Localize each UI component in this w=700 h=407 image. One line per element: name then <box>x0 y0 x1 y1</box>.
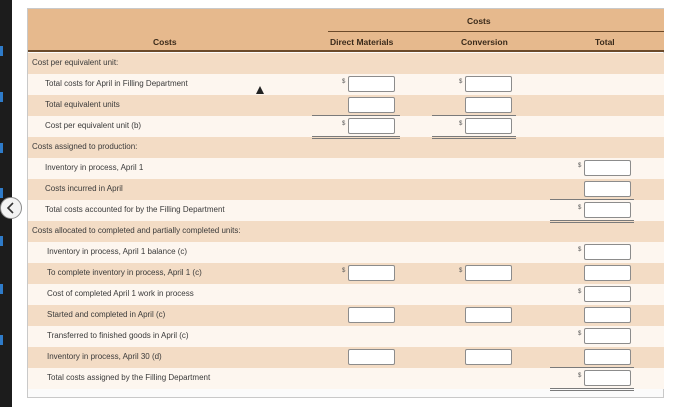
row-label: Costs allocated to completed and partially completed units: <box>32 226 241 235</box>
row-label: Inventory in process, April 30 (d) <box>47 352 162 361</box>
dollar-sign: $ <box>459 121 463 127</box>
conv-started-completed-input[interactable] <box>465 307 512 323</box>
dollar-sign: $ <box>578 205 582 211</box>
row-label: Total costs assigned by the Filling Department <box>47 373 211 382</box>
dm-total-costs-input[interactable] <box>348 76 395 92</box>
double-underline <box>432 136 516 139</box>
back-button[interactable] <box>0 197 22 219</box>
row-label: Costs incurred in April <box>45 184 123 193</box>
dollar-sign: $ <box>578 331 582 337</box>
table-row <box>28 53 664 74</box>
underline <box>312 115 400 116</box>
double-underline <box>550 388 634 391</box>
dm-cost-per-unit-input[interactable] <box>348 118 395 134</box>
double-underline <box>312 136 400 139</box>
table-row <box>28 158 664 179</box>
total-inventory-april1-input[interactable] <box>584 160 631 176</box>
row-label: Transferred to finished goods in April (c) <box>47 331 189 340</box>
conv-equivalent-units-input[interactable] <box>465 97 512 113</box>
row-label: Started and completed in April (c) <box>47 310 166 319</box>
dollar-sign: $ <box>459 268 463 274</box>
mouse-cursor <box>256 86 264 94</box>
table-row <box>28 242 664 263</box>
dollar-sign: $ <box>342 268 346 274</box>
table-row <box>28 326 664 347</box>
conv-cost-per-unit-input[interactable] <box>465 118 512 134</box>
double-underline <box>550 220 634 223</box>
table-row <box>28 368 664 389</box>
row-label: Total costs accounted for by the Filling Department <box>45 205 225 214</box>
dm-inventory-april30-input[interactable] <box>348 349 395 365</box>
row-label: Cost per equivalent unit: <box>32 58 119 67</box>
table-row <box>28 74 664 95</box>
row-label: To complete inventory in process, April 1 (c) <box>47 268 202 277</box>
dm-started-completed-input[interactable] <box>348 307 395 323</box>
sidebar-marker <box>0 143 3 153</box>
sidebar-marker <box>0 188 3 198</box>
table-row <box>28 179 664 200</box>
conv-total-costs-input[interactable] <box>465 76 512 92</box>
table-row <box>28 305 664 326</box>
conversion-heading: Conversion <box>461 37 508 47</box>
sidebar-marker <box>0 46 3 56</box>
dm-complete-inventory-input[interactable] <box>348 265 395 281</box>
table-row <box>28 221 664 242</box>
dollar-sign: $ <box>578 247 582 253</box>
sidebar-marker <box>0 236 3 246</box>
table-row <box>28 347 664 368</box>
total-inventory-april30-input[interactable] <box>584 349 631 365</box>
total-completed-april1-input[interactable] <box>584 286 631 302</box>
underline <box>432 115 516 116</box>
table-row <box>28 137 664 158</box>
conv-inventory-april30-input[interactable] <box>465 349 512 365</box>
dollar-sign: $ <box>342 79 346 85</box>
total-transferred-input[interactable] <box>584 328 631 344</box>
row-label: Inventory in process, April 1 balance (c) <box>47 247 188 256</box>
row-label: Total costs for April in Filling Department <box>45 79 188 88</box>
direct-materials-heading: Direct Materials <box>330 37 394 47</box>
dollar-sign: $ <box>578 373 582 379</box>
table-row <box>28 284 664 305</box>
sidebar-marker <box>0 335 3 345</box>
total-costs-incurred-input[interactable] <box>584 181 631 197</box>
total-costs-accounted-input[interactable] <box>584 202 631 218</box>
total-complete-inventory-input[interactable] <box>584 265 631 281</box>
conv-complete-inventory-input[interactable] <box>465 265 512 281</box>
total-inventory-balance-input[interactable] <box>584 244 631 260</box>
underline <box>550 199 634 200</box>
header-divider <box>328 31 664 32</box>
chevron-left-icon <box>5 202 17 214</box>
dollar-sign: $ <box>342 121 346 127</box>
row-label: Cost per equivalent unit (b) <box>45 121 142 130</box>
row-label: Inventory in process, April 1 <box>45 163 144 172</box>
total-costs-assigned-input[interactable] <box>584 370 631 386</box>
dollar-sign: $ <box>578 289 582 295</box>
table-row <box>28 116 664 137</box>
sidebar-marker <box>0 284 3 294</box>
sidebar-marker <box>0 92 3 102</box>
dollar-sign: $ <box>459 79 463 85</box>
costs-column-heading: Costs <box>153 37 177 47</box>
dm-equivalent-units-input[interactable] <box>348 97 395 113</box>
total-started-completed-input[interactable] <box>584 307 631 323</box>
total-heading: Total <box>595 37 615 47</box>
cost-worksheet <box>27 8 664 398</box>
table-row <box>28 95 664 116</box>
row-label: Cost of completed April 1 work in process <box>47 289 194 298</box>
costs-group-heading: Costs <box>467 16 491 26</box>
dollar-sign: $ <box>578 163 582 169</box>
row-label: Costs assigned to production: <box>32 142 138 151</box>
table-row <box>28 200 664 221</box>
row-label: Total equivalent units <box>45 100 120 109</box>
underline <box>550 367 634 368</box>
table-row <box>28 263 664 284</box>
table-header <box>28 9 664 52</box>
